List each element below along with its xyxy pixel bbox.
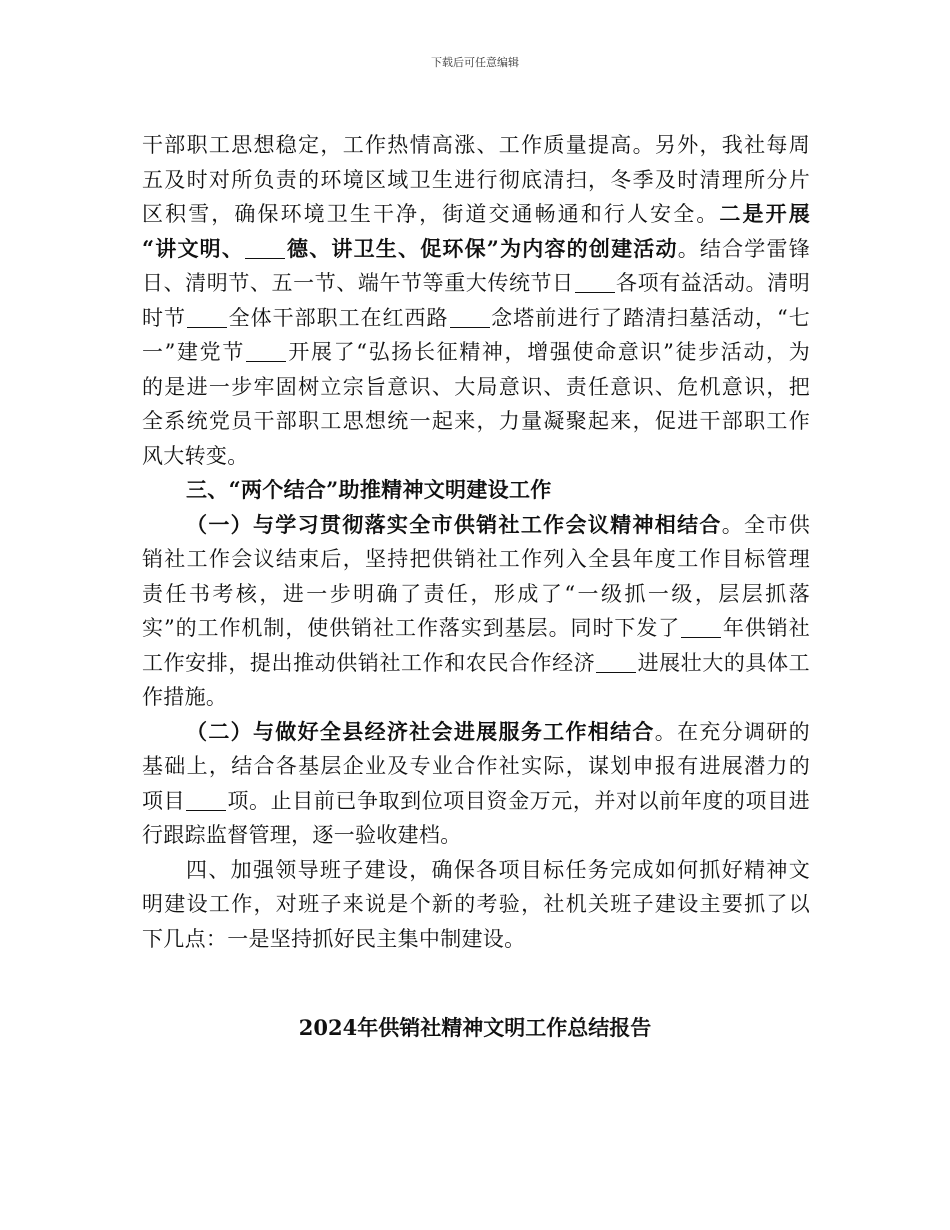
text-line: 责任书考核，进一步明确了责任，形成了“一级抓一级，层层抓落 (142, 581, 810, 606)
text-line: 五及时对所负责的环境区域卫生进行彻底清扫，冬季及时清理所分片 (142, 167, 810, 192)
page-header-note: 下载后可任意编辑 (431, 56, 519, 69)
text-line: （一）与学习贯彻落实全市供销社工作会议精神相结合。全市供 (186, 511, 810, 537)
text-line: 销社工作会议结束后，坚持把供销社工作列入全县年度工作目标管理 (142, 547, 810, 571)
text-line: 基础上，结合各基层企业及专业合作社实际，谋划申报有进展潜力的 (142, 754, 810, 778)
text-line: 行跟踪监督管理，逐一验收建档。 (142, 823, 462, 847)
section-heading: 三、“两个结合”助推精神文明建设工作 (186, 477, 552, 502)
text-line: 干部职工思想稳定，工作热情高涨、工作质量提高。另外，我社每周 (142, 133, 810, 157)
text-line: 实”的工作机制，使供销社工作落实到基层。同时下发了 年供销社 (142, 616, 811, 640)
blank-underline (245, 237, 285, 259)
blank-underline (186, 789, 226, 811)
bold-phrase: 二是开展 (719, 201, 810, 226)
text-line: 工作安排，提出推动供销社工作和农民合作经济 进展壮大的具体工 (142, 650, 810, 675)
blank-underline (187, 306, 227, 328)
subsection-heading: （二）与做好全县经济社会进展服务工作相结合 (186, 718, 655, 744)
text-line: 一”建党节 开展了“弘扬长征精神，增强使命意识”徒步活动，为 (142, 340, 810, 364)
blank-underline (596, 651, 636, 673)
text-line: 作措施。 (142, 685, 228, 709)
text-line: 风大转变。 (142, 443, 249, 468)
blank-underline (575, 271, 615, 293)
text-line: （二）与做好全县经济社会进展服务工作相结合。在充分调研的 (186, 718, 810, 744)
text-line: 的是进一步牢固树立宗旨意识、大局意识、责任意识、危机意识，把 (142, 374, 810, 399)
text-line: 全系统党员干部职工思想统一起来，力量凝聚起来，促进干部职工作 (142, 409, 810, 433)
blank-underline (450, 306, 490, 328)
text-line: 时节 全体干部职工在红西路 念塔前进行了踏清扫墓活动，“七 (142, 305, 810, 330)
subsection-heading: （一）与学习贯彻落实全市供销社工作会议精神相结合 (186, 511, 722, 537)
blank-underline (246, 340, 286, 362)
text-line: 四、加强领导班子建设，确保各项目标任务完成如何抓好精神文 (186, 857, 810, 882)
document-body (142, 128, 810, 956)
text-line: 区积雪，确保环境卫生干净，街道交通畅通和行人安全。二是开展 (142, 201, 810, 226)
text-line: 日、清明节、五一节、端午节等重大传统节日 各项有益活动。清明 (142, 271, 811, 295)
document-title: 2024年供销社精神文明工作总结报告 (298, 1015, 652, 1040)
text-line: 明建设工作，对班子来说是个新的考验，社机关班子建设主要抓了以 (142, 892, 810, 916)
text-line: 项目 项。止目前已争取到位项目资金万元，并对以前年度的项目进 (142, 788, 810, 813)
blank-underline (681, 616, 721, 638)
text-line: “讲文明、 德、讲卫生、促环保”为内容的创建活动。结合学雷锋 (142, 235, 810, 261)
text-line: 下几点：一是坚持抓好民主集中制建设。 (142, 926, 526, 951)
